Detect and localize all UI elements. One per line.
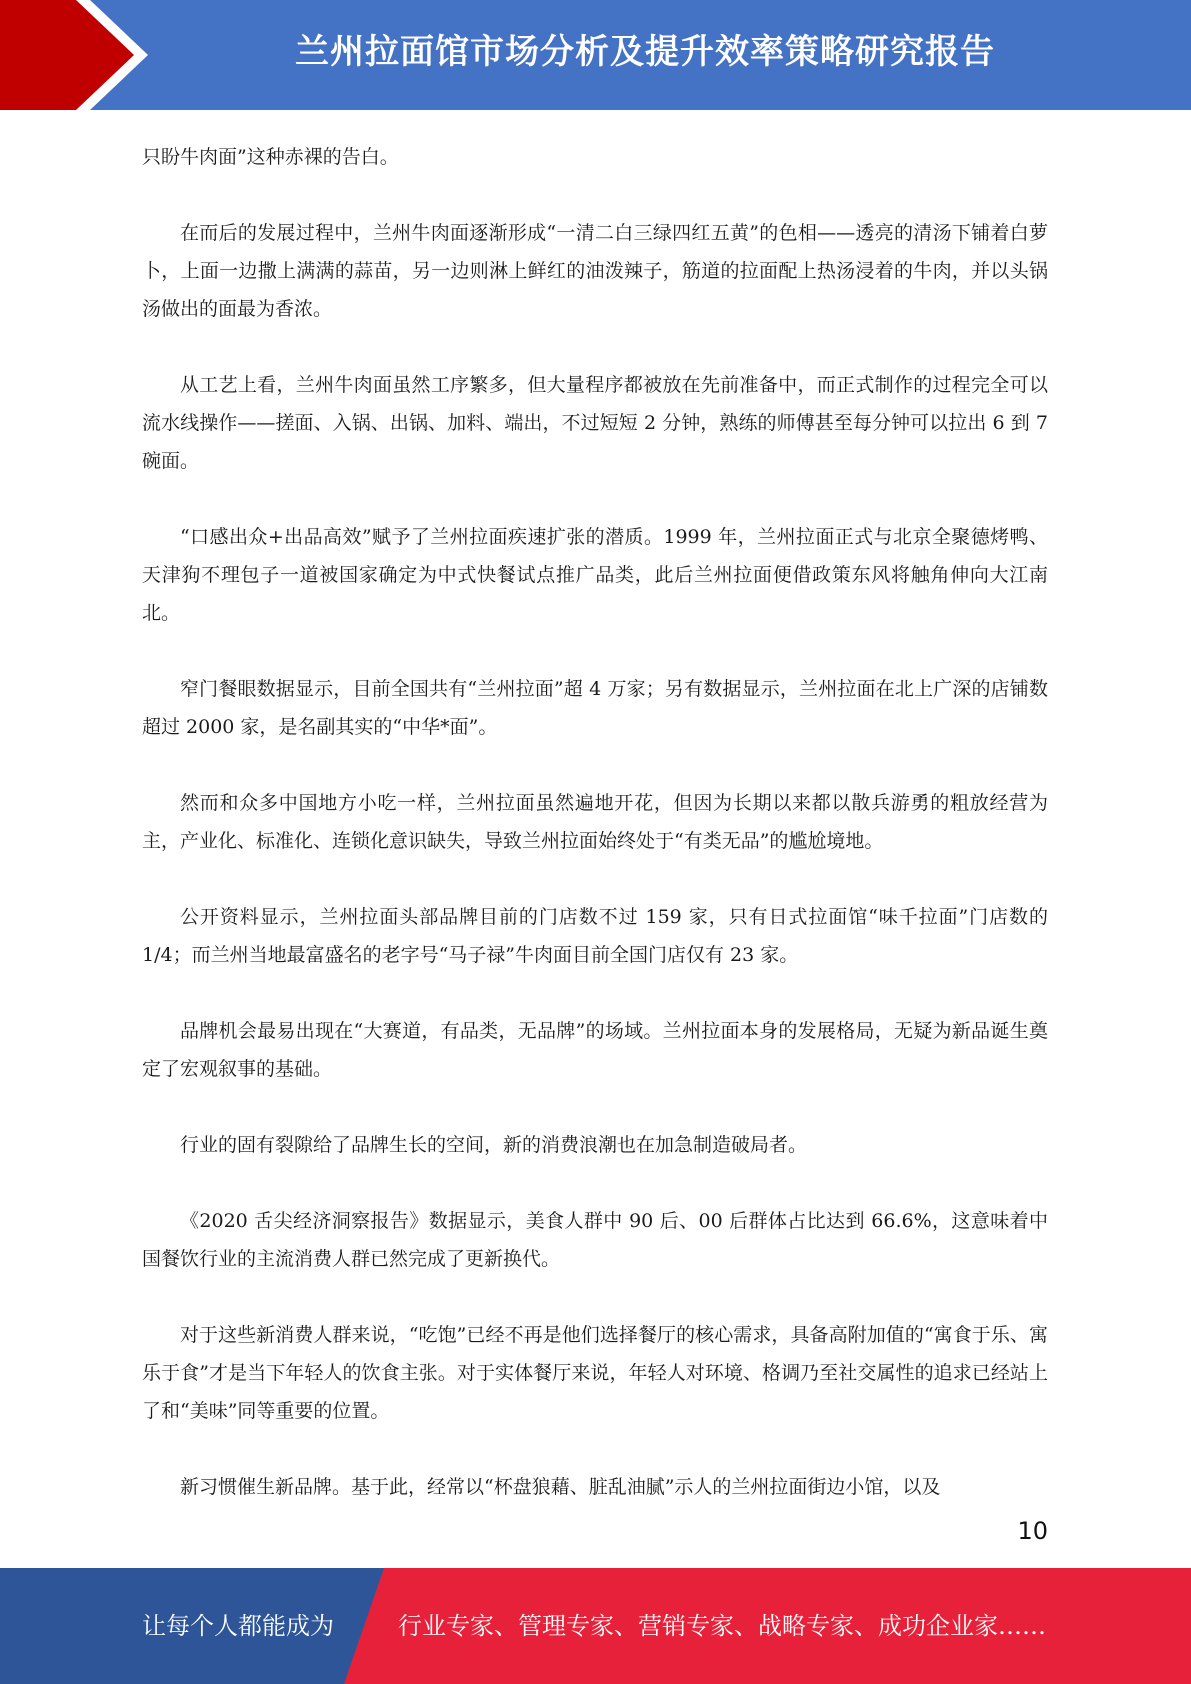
paragraph-1: 只盼牛肉面”这种赤裸的告白。 xyxy=(142,146,399,168)
page-header xyxy=(0,0,1191,110)
paragraph-3: 从工艺上看，兰州牛肉面虽然工序繁多，但大量程序都被放在先前准备中，而正式制作的过程完全可以流水线操作——搓面、入锅、出锅、加料、端出，不过短短 2 分钟，熟练的师傅甚至每分钟可以拉出 6 到 7 碗面。 xyxy=(142,374,1048,472)
paragraph-7: 公开资料显示，兰州拉面头部品牌目前的门店数不过 159 家，只有日式拉面馆“味千拉面”门店数的 1/4；而兰州当地最富盛名的老字号“马子禄”牛肉面目前全国门店仅有 23 家。 xyxy=(142,906,1048,966)
paragraph-5: 窄门餐眼数据显示，目前全国共有“兰州拉面”超 4 万家；另有数据显示，兰州拉面在北上广深的店铺数超过 2000 家，是名副其实的“中华*面”。 xyxy=(142,678,1048,738)
paragraph-8: 品牌机会最易出现在“大赛道，有品类，无品牌”的场域。兰州拉面本身的发展格局，无疑为新品诞生奠定了宏观叙事的基础。 xyxy=(142,1020,1048,1080)
paragraph-12: 新习惯催生新品牌。基于此，经常以“杯盘狼藉、脏乱油腻”示人的兰州拉面街边小馆，以及 xyxy=(180,1476,941,1498)
page-footer xyxy=(0,1568,1191,1684)
paragraph-6: 然而和众多中国地方小吃一样，兰州拉面虽然遍地开花，但因为长期以来都以散兵游勇的粗放经营为主，产业化、标准化、连锁化意识缺失，导致兰州拉面始终处于“有类无品”的尴尬境地。 xyxy=(142,792,1048,852)
paragraph-10: 《2020 舌尖经济洞察报告》数据显示，美食人群中 90 后、00 后群体占比达到 66.6%，这意味着中国餐饮行业的主流消费人群已然完成了更新换代。 xyxy=(142,1210,1048,1270)
page-number: 10 xyxy=(1017,1517,1048,1545)
paragraph-11: 对于这些新消费人群来说，“吃饱”已经不再是他们选择餐厅的核心需求，具备高附加值的“寓食于乐、寓乐于食”才是当下年轻人的饮食主张。对于实体餐厅来说，年轻人对环境、格调乃至社交属性的追求已经站上了和“美味”同等重要的位置。 xyxy=(142,1324,1048,1422)
footer-slogan-left: 让每个人都能成为 xyxy=(142,1612,334,1640)
report-title: 兰州拉面馆市场分析及提升效率策略研究报告 xyxy=(295,32,995,72)
paragraph-4: “口感出众+出品高效”赋予了兰州拉面疾速扩张的潜质。1999 年，兰州拉面正式与北京全聚德烤鸭、天津狗不理包子一道被国家确定为中式快餐试点推广品类，此后兰州拉面便借政策东风将触角伸向大江南北。 xyxy=(142,526,1048,624)
report-body xyxy=(142,138,1048,1544)
paragraph-9: 行业的固有裂隙给了品牌生长的空间，新的消费浪潮也在加急制造破局者。 xyxy=(180,1134,808,1156)
paragraph-2: 在而后的发展过程中，兰州牛肉面逐渐形成“一清二白三绿四红五黄”的色相——透亮的清汤下铺着白萝卜，上面一边撒上满满的蒜苗，另一边则淋上鲜红的油泼辣子，筋道的拉面配上热汤浸着的牛肉，并以头锅汤做出的面最为香浓。 xyxy=(142,222,1048,320)
footer-slogan-right: 行业专家、管理专家、营销专家、战略专家、成功企业家…… xyxy=(398,1612,1046,1640)
